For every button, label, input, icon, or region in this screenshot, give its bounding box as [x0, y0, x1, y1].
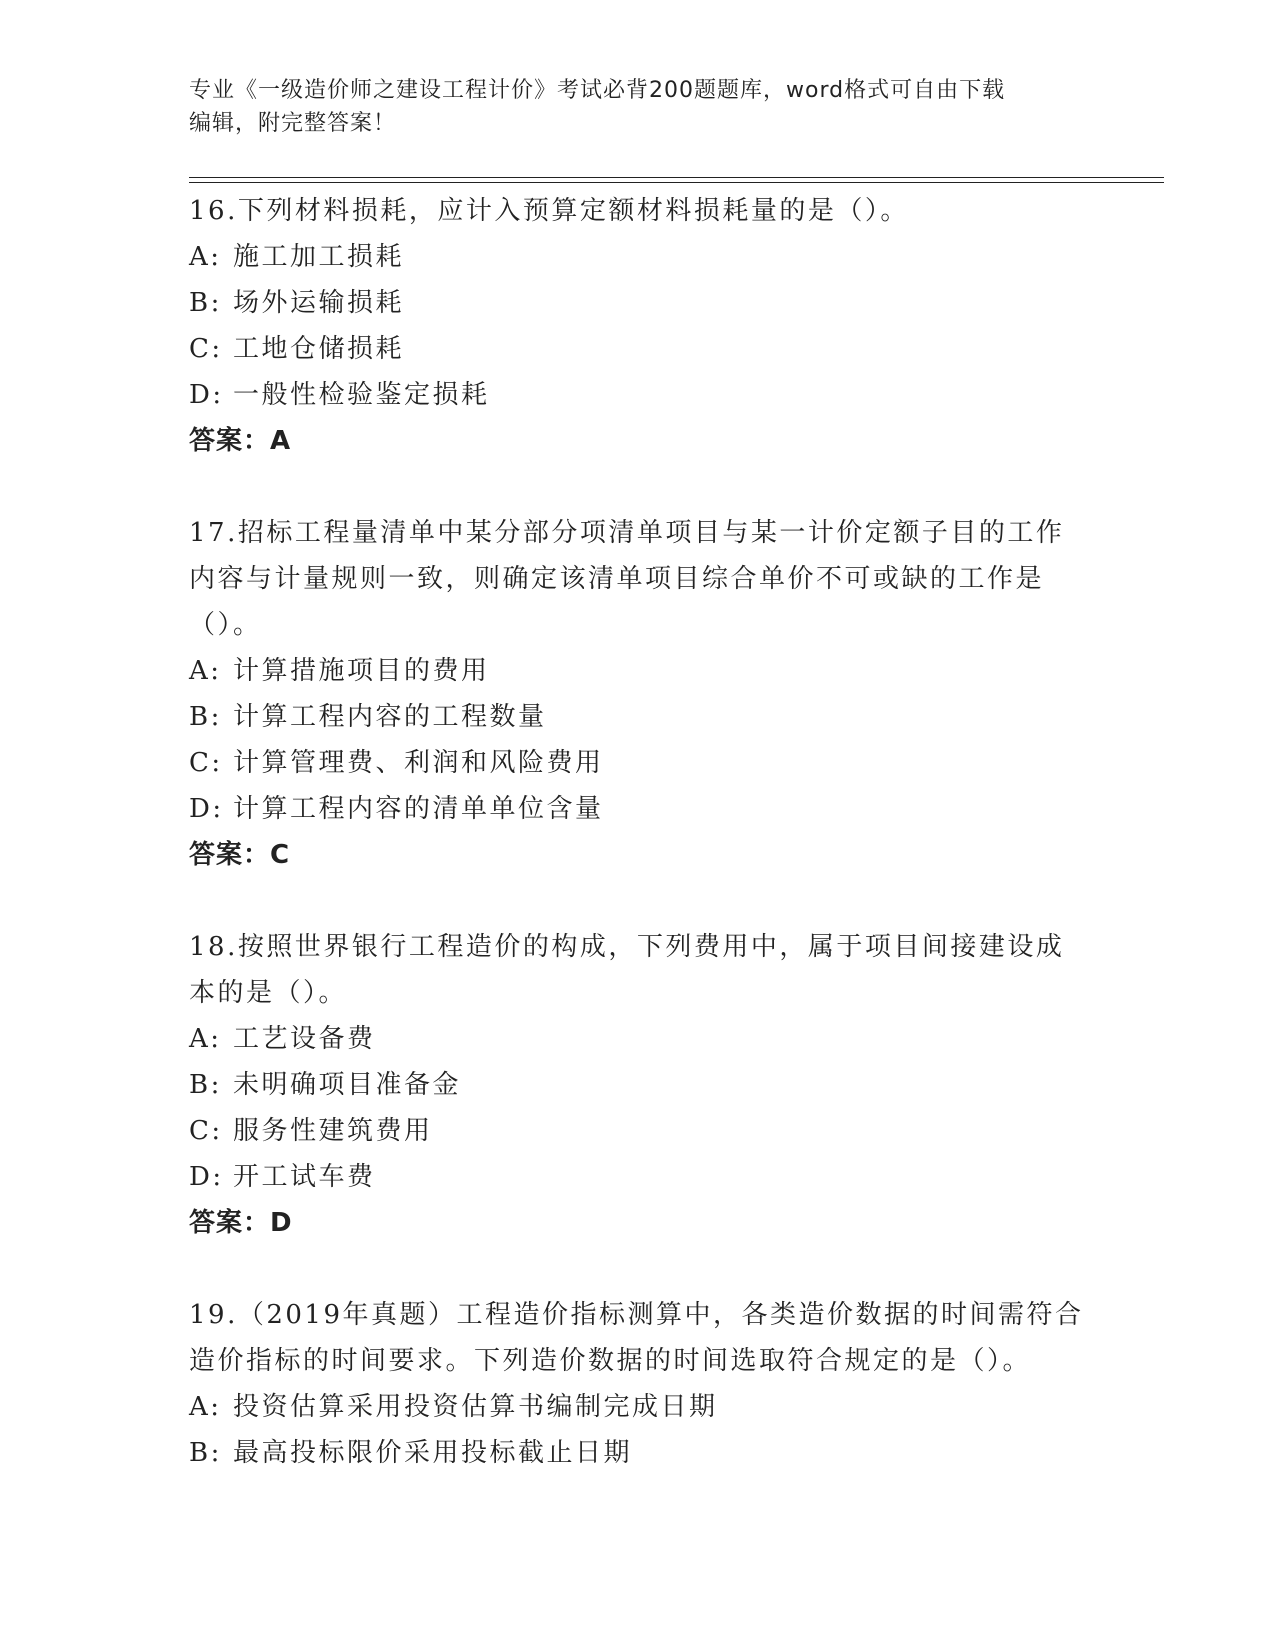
question-stem: 17.招标工程量清单中某分部分项清单项目与某一计价定额子目的工作内容与计量规则一致，则确定该清单项目综合单价不可或缺的工作是（）。	[189, 518, 1065, 640]
option-label: C:	[189, 1116, 223, 1146]
option-text: 一般性检验鉴定损耗	[233, 380, 490, 410]
option-text: 施工加工损耗	[233, 242, 405, 272]
option-label: B:	[189, 288, 222, 318]
option-b	[189, 1062, 1089, 1108]
option-b	[189, 1430, 1089, 1476]
option-label: A:	[189, 1024, 222, 1054]
question-17	[189, 510, 1089, 878]
option-label: B:	[189, 702, 222, 732]
option-label: B:	[189, 1070, 222, 1100]
question-18	[189, 924, 1089, 1246]
option-b	[189, 280, 1089, 326]
option-text: 场外运输损耗	[233, 288, 405, 318]
option-label: A:	[189, 242, 222, 272]
option-c	[189, 1108, 1089, 1154]
option-b	[189, 694, 1089, 740]
option-label: C:	[189, 748, 223, 778]
option-text: 计算工程内容的工程数量	[233, 702, 547, 732]
option-text: 工艺设备费	[233, 1024, 376, 1054]
option-label: D:	[189, 794, 224, 824]
option-text: 计算工程内容的清单单位含量	[233, 794, 604, 824]
document-header	[189, 74, 1089, 140]
option-text: 未明确项目准备金	[233, 1070, 462, 1100]
option-text: 计算措施项目的费用	[233, 656, 490, 686]
option-label: D:	[189, 380, 224, 410]
option-text: 开工试车费	[233, 1162, 376, 1192]
option-d	[189, 372, 1089, 418]
header-line-2: 编辑，附完整答案！	[189, 111, 397, 136]
option-text: 计算管理费、利润和风险费用	[233, 748, 604, 778]
option-text: 投资估算采用投资估算书编制完成日期	[233, 1392, 718, 1422]
option-label: A:	[189, 1392, 222, 1422]
option-label: D:	[189, 1162, 224, 1192]
option-a	[189, 234, 1089, 280]
question-stem: 16.下列材料损耗，应计入预算定额材料损耗量的是（）。	[189, 196, 909, 226]
option-a	[189, 1384, 1089, 1430]
answer-label: 答案：A	[189, 426, 292, 456]
answer-label: 答案：D	[189, 1208, 293, 1238]
question-stem: 19.（2019年真题）工程造价指标测算中，各类造价数据的时间需符合造价指标的时间要求。下列造价数据的时间选取符合规定的是（）。	[189, 1300, 1084, 1376]
option-a	[189, 1016, 1089, 1062]
option-text: 工地仓储损耗	[233, 334, 405, 364]
option-text: 最高投标限价采用投标截止日期	[233, 1438, 633, 1468]
option-label: B:	[189, 1438, 222, 1468]
option-label: A:	[189, 656, 222, 686]
question-19	[189, 1292, 1089, 1476]
option-d	[189, 786, 1089, 832]
option-label: C:	[189, 334, 223, 364]
option-c	[189, 740, 1089, 786]
answer-label: 答案：C	[189, 840, 291, 870]
option-a	[189, 648, 1089, 694]
header-line-1: 专业《一级造价师之建设工程计价》考试必背200题题库，word格式可自由下载	[189, 78, 1006, 103]
question-stem: 18.按照世界银行工程造价的构成，下列费用中，属于项目间接建设成本的是（）。	[189, 932, 1065, 1008]
header-divider-top	[189, 177, 1164, 178]
question-list	[189, 188, 1089, 1522]
option-d	[189, 1154, 1089, 1200]
header-divider-bottom	[189, 182, 1164, 183]
question-16	[189, 188, 1089, 464]
option-text: 服务性建筑费用	[233, 1116, 433, 1146]
option-c	[189, 326, 1089, 372]
